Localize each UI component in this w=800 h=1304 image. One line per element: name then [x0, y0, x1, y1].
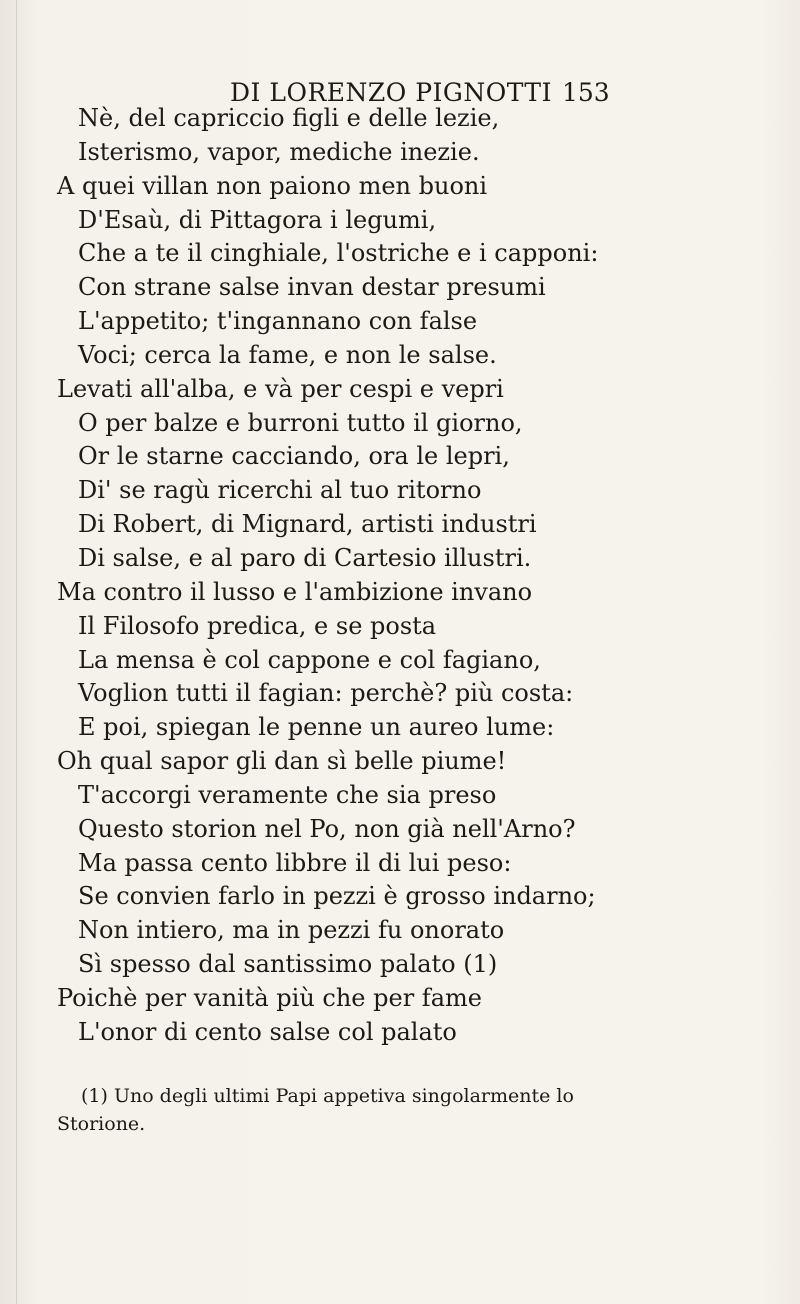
verse-line-text: Voglion tutti il fagian: perchè? più costa: [78, 679, 574, 708]
verse-line-text: Levati all'alba, e và per cespi e vepri [57, 374, 504, 403]
verse-line [0, 170, 800, 204]
running-head-title: DI LORENZO PIGNOTTI [230, 78, 552, 107]
footnote-line-2: Storione. [57, 1113, 146, 1135]
verse-line [0, 1016, 800, 1050]
verse-line [0, 982, 800, 1016]
verse-line [0, 204, 800, 238]
verse-line [0, 847, 800, 881]
verse-line [0, 711, 800, 745]
verse-line-text: Con strane salse invan destar presumi [78, 273, 546, 302]
footnote-line-1: (1) Uno degli ultimi Papi appetiva singolarmente lo [81, 1085, 574, 1107]
verse-line [0, 237, 800, 271]
verse-line [0, 677, 800, 711]
verse-line [0, 813, 800, 847]
verse-line-text: Poichè per vanità più che per fame [57, 983, 482, 1012]
verse-line [0, 576, 800, 610]
verse-line [0, 136, 800, 170]
verse-line [0, 644, 800, 678]
verse-line-text: L'onor di cento salse col palato [78, 1017, 457, 1046]
verse-line [0, 440, 800, 474]
verse-line-text: La mensa è col cappone e col fagiano, [78, 645, 541, 674]
verse-line [0, 745, 800, 779]
verse-line [0, 305, 800, 339]
verse-line-text: Di' se ragù ricerchi al tuo ritorno [78, 476, 482, 505]
verse-line-text: Ma passa cento libbre il di lui peso: [78, 848, 512, 877]
verse-line-text: O per balze e burroni tutto il giorno, [78, 408, 523, 437]
verse-line [0, 779, 800, 813]
verse-line [0, 880, 800, 914]
verse-line-text: Questo storion nel Po, non già nell'Arno? [78, 814, 576, 843]
verse-line-text: E poi, spiegan le penne un aureo lume: [78, 713, 555, 742]
verse-line-text: A quei villan non paiono men buoni [57, 171, 488, 200]
verse-line-text: Voci; cerca la fame, e non le salse. [78, 340, 497, 369]
verse-line-text: Oh qual sapor gli dan sì belle piume! [57, 747, 507, 776]
verse-line [0, 102, 800, 136]
verse-line [0, 373, 800, 407]
verse-line-text: Se convien farlo in pezzi è grosso indarno; [78, 882, 596, 911]
verse-line [0, 914, 800, 948]
page-number: 153 [562, 78, 610, 107]
verse-line [0, 339, 800, 373]
verse-line-text: Il Filosofo predica, e se posta [78, 611, 437, 640]
verse-line-text: Or le starne cacciando, ora le lepri, [78, 442, 510, 471]
verse-block [0, 102, 800, 1050]
verse-line [0, 610, 800, 644]
verse-line [0, 271, 800, 305]
verse-line-text: Non intiero, ma in pezzi fu onorato [78, 916, 505, 945]
verse-line-text: T'accorgi veramente che sia preso [78, 780, 497, 809]
verse-line-text: L'appetito; t'ingannano con false [78, 307, 478, 336]
verse-line-text: Isterismo, vapor, mediche inezie. [78, 137, 480, 166]
verse-line [0, 948, 800, 982]
verse-line [0, 508, 800, 542]
verse-line-text: Di salse, e al paro di Cartesio illustri. [78, 543, 532, 572]
verse-line-text: Ma contro il lusso e l'ambizione invano [57, 577, 533, 606]
verse-line-text: Che a te il cinghiale, l'ostriche e i capponi: [78, 239, 599, 268]
verse-line [0, 474, 800, 508]
verse-line-text: Di Robert, di Mignard, artisti industri [78, 510, 537, 539]
verse-line [0, 407, 800, 441]
verse-line [0, 542, 800, 576]
verse-line-text: Nè, del capriccio figli e delle lezie, [78, 104, 500, 132]
verse-line-text: D'Esaù, di Pittagora i legumi, [78, 205, 437, 234]
verse-line-text: Sì spesso dal santissimo palato (1) [78, 950, 498, 979]
